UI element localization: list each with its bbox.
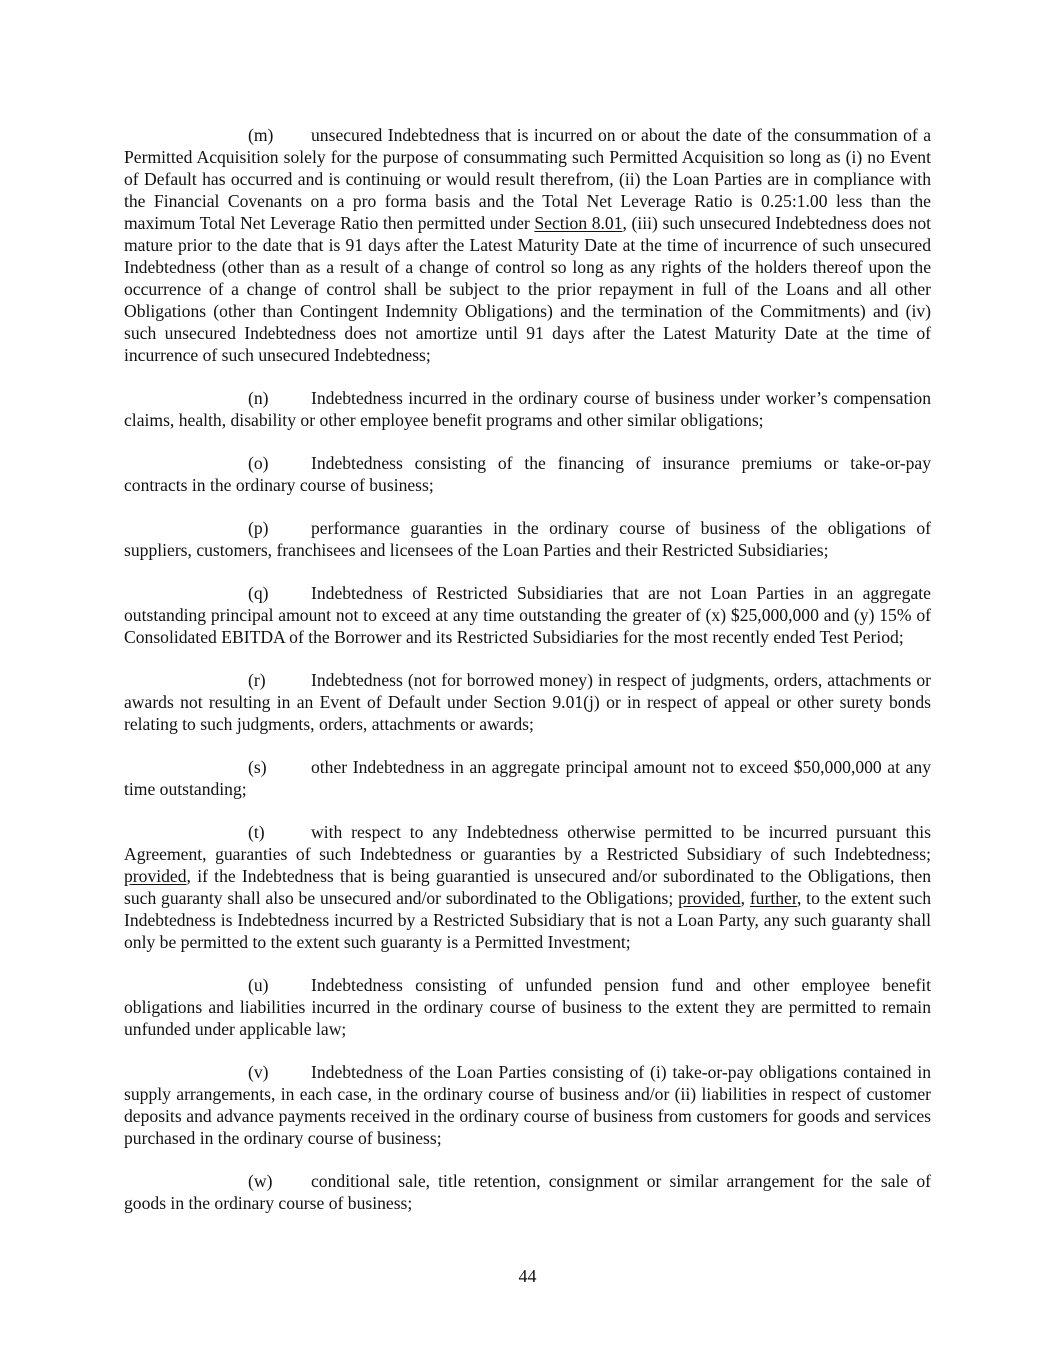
clause-label: (p) (248, 518, 269, 538)
clause-text: Indebtedness incurred in the ordinary course of business under worker’s compensation claims, health, disability or other employee benefit programs and other similar obligations; (124, 388, 931, 430)
document-page (124, 124, 931, 1235)
page-number: 44 (518, 1266, 537, 1286)
underlined-term: further (749, 888, 797, 908)
clause-label: (q) (248, 583, 269, 603)
clause-text: , (iii) such unsecured Indebtedness does not mature prior to the date that is 91 days after the Latest Maturity Date at the time of incurrence of such unsecured Indebtedness (other than as a result of a change of control so long as any rights of the holders thereof upon the occurrence of a change of control shall be subject to the prior repayment in full of the Loans and all other Obligations (other than Contingent Indemnity Obligations) and the termination of the Commitments) and (iv) such unsecured Indebtedness does not amortize until 91 days after the Latest Maturity Date at the time of incurrence of such unsecured Indebtedness; (124, 213, 931, 365)
clause-paragraph (124, 1061, 931, 1149)
clause-text: performance guaranties in the ordinary course of business of the obligations of suppliers, customers, franchisees and licensees of the Loan Parties and their Restricted Subsidiaries; (124, 518, 931, 560)
clause-paragraph (124, 1170, 931, 1214)
clause-label: (m) (248, 125, 274, 145)
clause-label: (w) (248, 1171, 273, 1191)
clause-list (124, 124, 931, 1214)
clause-text: Indebtedness consisting of the financing of insurance premiums or take-or-pay contracts in the ordinary course of business; (124, 453, 931, 495)
clause-text: Indebtedness of the Loan Parties consisting of (i) take-or-pay obligations contained in supply arrangements, in each case, in the ordinary course of business and/or (ii) liabilities in respect of customer deposits and advance payments received in the ordinary course of business from customers for goods and services purchased in the ordinary course of business; (124, 1062, 931, 1148)
clause-text: conditional sale, title retention, consignment or similar arrangement for the sale of goods in the ordinary course of business; (124, 1171, 931, 1213)
clause-paragraph (124, 756, 931, 800)
clause-paragraph (124, 124, 931, 366)
clause-paragraph (124, 974, 931, 1040)
clause-paragraph (124, 669, 931, 735)
clause-label: (n) (248, 388, 269, 408)
underlined-term: Section 8.01 (534, 213, 623, 233)
clause-label: (s) (248, 757, 267, 777)
clause-paragraph (124, 582, 931, 648)
clause-text: Indebtedness consisting of unfunded pension fund and other employee benefit obligations and liabilities incurred in the ordinary course of business to the extent they are permitted to remain unfunded under applicable law; (124, 975, 931, 1039)
clause-paragraph (124, 821, 931, 953)
clause-text: , to the extent such Indebtedness is Indebtedness incurred by a Restricted Subsidiary that is not a Loan Party, any such guaranty shall only be permitted to the extent such guaranty is a Permitted Investment; (124, 888, 931, 952)
underlined-term: provided (124, 866, 187, 886)
underlined-term: provided (678, 888, 741, 908)
clause-text: Indebtedness of Restricted Subsidiaries that are not Loan Parties in an aggregate outstanding principal amount not to exceed at any time outstanding the greater of (x) $25,000,000 and (y) 15% of Consolidated EBITDA of the Borrower and its Restricted Subsidiaries for the most recently ended Test Period; (124, 583, 931, 647)
clause-text: with respect to any Indebtedness otherwise permitted to be incurred pursuant this Agreement, guaranties of such Indebtedness or guaranties by a Restricted Subsidiary of such Indebtedness; (124, 822, 931, 864)
clause-label: (t) (248, 822, 265, 842)
clause-label: (r) (248, 670, 266, 690)
clause-label: (u) (248, 975, 269, 995)
clause-text: Indebtedness (not for borrowed money) in respect of judgments, orders, attachments or awards not resulting in an Event of Default under Section 9.01(j) or in respect of appeal or other surety bonds relating to such judgments, orders, attachments or awards; (124, 670, 931, 734)
clause-label: (o) (248, 453, 269, 473)
clause-text: unsecured Indebtedness that is incurred on or about the date of the consummation of a Permitted Acquisition solely for the purpose of consummating such Permitted Acquisition so long as (i) no Event of Default has occurred and is continuing or would result therefrom, (ii) the Loan Parties are in compliance with the Financial Covenants on a pro forma basis and the Total Net Leverage Ratio is 0.25:1.00 less than the maximum Total Net Leverage Ratio then permitted under (124, 125, 931, 233)
clause-text: other Indebtedness in an aggregate principal amount not to exceed $50,000,000 at any time outstanding; (124, 757, 931, 799)
clause-text: , (740, 888, 750, 908)
clause-paragraph (124, 387, 931, 431)
clause-paragraph (124, 517, 931, 561)
clause-paragraph (124, 452, 931, 496)
clause-text: , if the Indebtedness that is being guarantied is unsecured and/or subordinated to the Obligations, then such guaranty shall also be unsecured and/or subordinated to the Obligations; (124, 866, 931, 908)
clause-label: (v) (248, 1062, 269, 1082)
